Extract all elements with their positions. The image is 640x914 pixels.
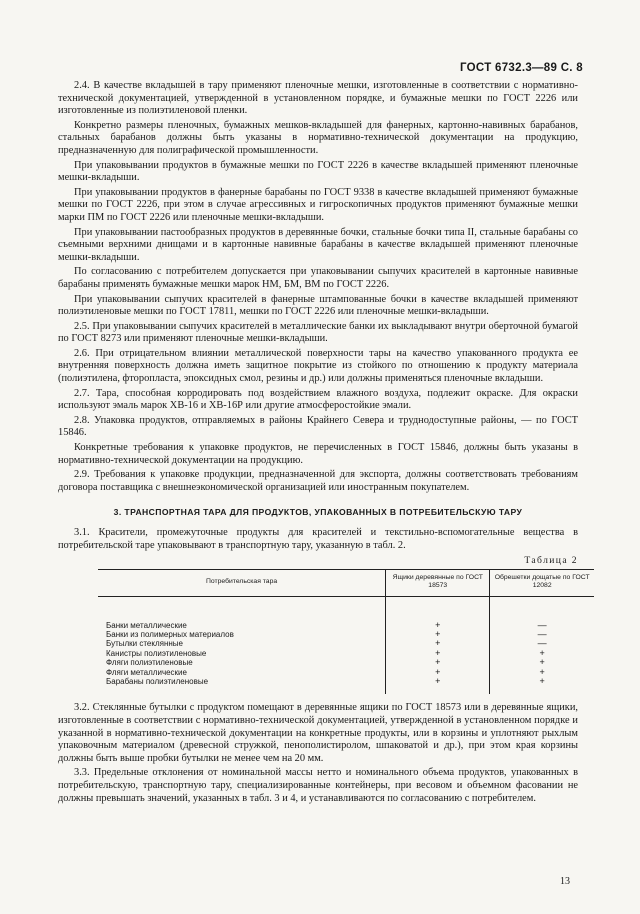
table-row (98, 658, 594, 667)
document-body (58, 80, 590, 807)
document-header: ГОСТ 6732.3—89 С. 8 (459, 62, 583, 74)
table-header-wooden-boxes: Ящики деревянные по ГОСТ 18573 (386, 569, 490, 596)
paragraph: По согласованию с потребителем допускается при упаковывании сыпучих красителей в картонные навивные барабаны применять бумажные мешки марок НМ, БМ, ВМ по ГОСТ 2226. (58, 266, 578, 290)
table-cell-boxes: + (386, 668, 490, 677)
paragraph: Конкретные требования к упаковке продуктов, не перечисленных в ГОСТ 15846, должны быть указаны в нормативно-технической документации на продукцию. (58, 442, 578, 466)
paragraph: При упаковывании продуктов в бумажные мешки по ГОСТ 2226 в качестве вкладышей применяют пленочные мешки-вкладыши. (58, 159, 578, 184)
table-cell-boxes: + (386, 677, 490, 694)
table-cell-boxes: + (386, 630, 490, 639)
table-cell-crates: — (490, 621, 594, 630)
table-cell-tare: Фляги металлические (106, 667, 187, 677)
page-number: 13 (560, 876, 570, 887)
table-cell-tare: Фляги полиэтиленовые (106, 658, 193, 668)
table-cell-crates: + (490, 668, 594, 677)
table-row (98, 668, 594, 677)
table-cell-boxes: + (386, 621, 490, 630)
table-row (98, 630, 594, 639)
paragraph-3-2: 3.2. Стеклянные бутылки с продуктом помещают в деревянные ящики по ГОСТ 18573 или в деревянные ящики, изготовленные в соответствии с нормативно-технической документацией, утвержденной в установленном порядке и указанной в нормативно-технической документации на конкретные продукты, или в корзины и уплотняют рыхлым упаковочным материалом (древесной стружкой, пенополистиролом, шпаковатой и др.), при этом края корзины должны быть выше пробки бутылки не менее чем на 20 мм. (58, 702, 578, 764)
table-row (98, 621, 594, 630)
table-2 (98, 569, 594, 695)
paragraph-2-7: 2.7. Тара, способная корродировать под воздействием влажного воздуха, подлежит окраске. Для окраски используют эмаль марок ХВ-16 и ХВ-16Р или другие атмосферостойкие эмали. (58, 387, 578, 412)
table-row (98, 649, 594, 658)
paragraph-2-4: 2.4. В качестве вкладышей в тару применяют пленочные мешки, изготовленные в соответствии с нормативно-технической документацией, утвержденной в установленном порядке, и бумажные мешки по ГОСТ 2226 или изготовленные из полиэтиленовой пленки. (58, 80, 578, 117)
table-cell-tare: Барабаны полиэтиленовые (106, 677, 209, 687)
table-cell-tare: Канистры полиэтиленовые (106, 648, 207, 658)
table-row (98, 677, 594, 694)
table-cell-crates: + (490, 649, 594, 658)
paragraph: При упаковывании сыпучих красителей в фанерные штампованные бочки в качестве вкладышей применяют полиэтиленовые мешки по ГОСТ 17811, мешки по ГОСТ 2226 или пленочные мешки-вкладыши. (58, 293, 578, 318)
table-cell-crates: + (490, 658, 594, 667)
table-cell-boxes: + (386, 639, 490, 648)
paragraph: При упаковывании продуктов в фанерные барабаны по ГОСТ 9338 в качестве вкладышей применяют бумажные мешки по ГОСТ 2226, при этом в случае агрессивных и гигроскопичных продуктов применяют бумажные мешки марки ПМ по ГОСТ 2226 или пленочные мешки-вкладыши. (58, 186, 578, 223)
table-cell-crates: — (490, 639, 594, 648)
paragraph: Конкретно размеры пленочных, бумажных мешков-вкладышей для фанерных, картонно-навивных барабанов, стальных барабанов должны быть указаны в нормативно-технической документации на продукцию, предназначенную для полиграфической промышленности. (58, 119, 578, 156)
section-3-heading: 3. ТРАНСПОРТНАЯ ТАРА ДЛЯ ПРОДУКТОВ, УПАКОВАННЫХ В ПОТРЕБИТЕЛЬСКУЮ ТАРУ (113, 507, 523, 518)
table-cell-boxes: + (386, 649, 490, 658)
paragraph-3-3: 3.3. Предельные отклонения от номинальной массы нетто и номинального объема продуктов, упакованных в потребительскую, транспортную тару, специализированные контейнеры, при весовом и объемном фасовании не должны превышать значений, указанных в табл. 3 и 4, и устанавливаются по согласованию с потребителем. (58, 767, 578, 804)
table-cell-tare: Банки металлические (106, 620, 187, 630)
table-cell-boxes: + (386, 658, 490, 667)
table-cell-crates: + (490, 677, 594, 694)
table-cell-tare: Банки из полимерных материалов (106, 630, 234, 639)
paragraph-2-6: 2.6. При отрицательном влиянии металлической поверхности тары на качество упакованного продукта ее внутренняя поверхность должна иметь защитное покрытие из стойкого по отношению к продукту материала (полиэтилена, фторопласта, эпоксидных смол, резины и др.) или должны применяться пленочные вкладыши. (58, 347, 578, 385)
paragraph: При упаковывании пастообразных продуктов в деревянные бочки, стальные бочки типа II, стальные барабаны со съемными верхними днищами и в картонные навивные барабаны в качестве вкладышей применяют пленочные мешки-вкладыши. (58, 226, 578, 263)
table-header-plank-crates: Обрешетки дощатые по ГОСТ 12082 (490, 569, 594, 596)
paragraph-3-1: 3.1. Красители, промежуточные продукты для красителей и текстильно-вспомогательные вещества в потребительской таре упаковывают в транспортную тару, указанную в табл. 2. (58, 527, 578, 551)
table-header-consumer-tare: Потребительская тара (98, 569, 386, 596)
table-row (98, 639, 594, 648)
table-2-caption: Таблица 2 (524, 554, 578, 566)
paragraph-2-8: 2.8. Упаковка продуктов, отправляемых в районы Крайнего Севера и труднодоступные районы, — по ГОСТ 15846. (58, 414, 578, 439)
paragraph-2-9: 2.9. Требования к упаковке продукции, предназначенной для экспорта, должны соответствовать требованиям договора поставщика с внешнеэкономической организацией или иностранным покупателем. (58, 469, 578, 493)
paragraph-2-5: 2.5. При упаковывании сыпучих красителей в металлические банки их выкладывают внутри оберточной бумагой по ГОСТ 8273 или применяют пленочные мешки-вкладыши. (58, 320, 578, 345)
table-cell-crates: — (490, 630, 594, 639)
table-cell-tare: Бутылки стеклянные (106, 639, 183, 649)
